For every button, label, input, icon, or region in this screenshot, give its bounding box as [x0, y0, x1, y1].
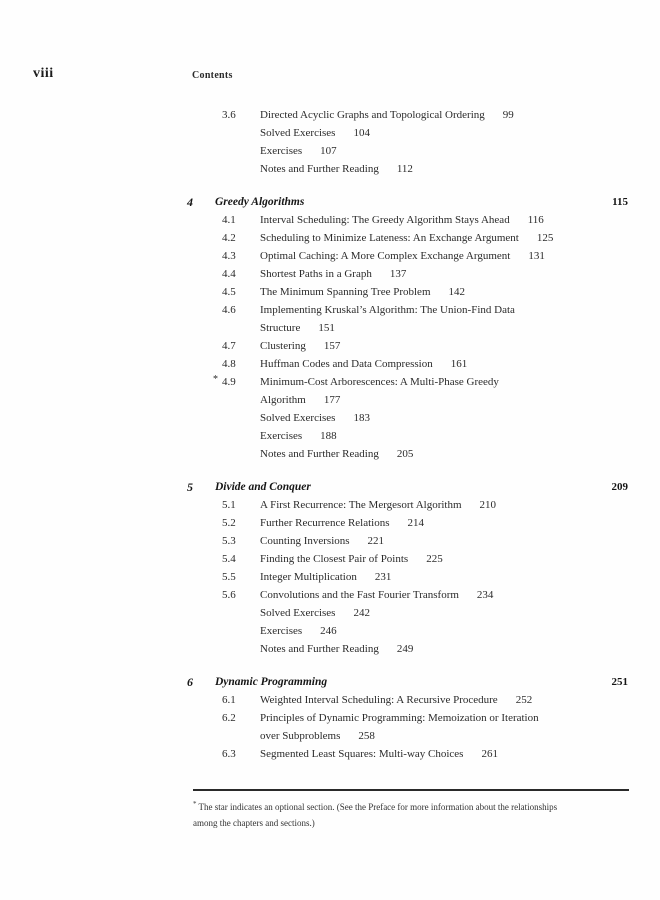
section-title: over Subproblems: [260, 730, 341, 742]
toc-item-body: [260, 355, 628, 373]
toc-item: [222, 445, 628, 463]
toc-item-line: [260, 604, 628, 622]
section-number: 4.3: [222, 250, 236, 262]
toc-item-line: [260, 409, 628, 427]
section-page-number: 131: [528, 250, 545, 262]
section-number: [222, 604, 260, 622]
section-page-number: 231: [374, 571, 392, 583]
toc-item: [222, 229, 628, 247]
toc-item-line: [260, 622, 628, 640]
section-title: Solved Exercises: [260, 412, 336, 424]
toc-item-body: [260, 142, 628, 160]
section-number: 4.5: [222, 286, 236, 298]
section-title: Exercises: [260, 625, 303, 637]
toc-item-line: [260, 301, 628, 319]
section-title: Interval Scheduling: The Greedy Algorithm Stays Ahead: [260, 214, 510, 226]
section-number: [222, 445, 260, 463]
section-page-number: 242: [353, 607, 370, 619]
toc-item: [222, 247, 628, 265]
section-page-number: 261: [481, 748, 498, 760]
footnote-star-marker: *: [193, 800, 197, 808]
section-number: [222, 160, 260, 178]
toc-item: [222, 496, 628, 514]
toc-item: [222, 709, 628, 745]
section-page-number: 225: [426, 553, 443, 565]
toc-item-body: [260, 211, 628, 229]
toc-item-line: [260, 550, 628, 568]
toc-item-body: [260, 604, 628, 622]
toc-content: [187, 106, 628, 763]
toc-item-body: [260, 568, 628, 586]
toc-item-line: [260, 391, 628, 409]
section-page-number: 112: [396, 163, 413, 175]
section-page-number: 214: [407, 517, 425, 529]
toc-item-body: [260, 283, 628, 301]
section-page-number: 188: [320, 430, 337, 442]
section-title: The Minimum Spanning Tree Problem: [260, 286, 431, 298]
chapter-title: Dynamic Programming: [215, 676, 328, 688]
toc-item-line: [260, 211, 628, 229]
toc-item-body: [260, 247, 628, 265]
toc-item: [222, 124, 628, 142]
chapter-page-number: 251: [611, 676, 628, 688]
page-folio: viii: [33, 66, 54, 81]
toc-item: [222, 691, 628, 709]
toc-item-line: [260, 427, 628, 445]
toc-item-line: [260, 142, 628, 160]
toc-item: [222, 283, 628, 301]
section-page-number: 157: [323, 340, 341, 352]
section-number: [222, 142, 260, 160]
toc-item-body: [260, 745, 628, 763]
chapter-block: [187, 106, 628, 178]
toc-item-body: [260, 427, 628, 445]
toc-item: [222, 427, 628, 445]
toc-item: [222, 622, 628, 640]
toc-item-body: [260, 265, 628, 283]
chapter-block: [187, 673, 628, 763]
toc-item: [222, 532, 628, 550]
chapter-title: Divide and Conquer: [215, 481, 311, 493]
section-title: Optimal Caching: A More Complex Exchange Argument: [260, 250, 511, 262]
toc-item: [222, 604, 628, 622]
toc-item-body: [260, 691, 628, 709]
section-page-number: 104: [353, 127, 370, 139]
toc-item-line: [260, 727, 628, 745]
toc-item-line: [260, 445, 628, 463]
section-page-number: 205: [396, 448, 414, 460]
toc-item-line: [260, 160, 628, 178]
section-page-number: 258: [358, 730, 375, 742]
toc-item-line: [260, 229, 628, 247]
section-title: Scheduling to Minimize Lateness: An Exchange Argument: [260, 232, 519, 244]
toc-item-body: [260, 160, 628, 178]
section-title: Finding the Closest Pair of Points: [260, 553, 409, 565]
section-title: Solved Exercises: [260, 127, 336, 139]
chapter-page-number: 115: [612, 196, 628, 208]
chapter-number: 6: [187, 675, 193, 689]
chapter-heading: [187, 673, 628, 691]
section-number: 4.4: [222, 268, 236, 280]
section-number: 6.3: [222, 748, 236, 760]
section-title: Directed Acyclic Graphs and Topological Ordering: [260, 109, 485, 121]
toc-item-line: [260, 106, 628, 124]
toc-item: [222, 745, 628, 763]
section-page-number: 99: [502, 109, 514, 121]
section-title: Exercises: [260, 145, 303, 157]
section-number: 4.2: [222, 232, 236, 244]
toc-item-line: [260, 640, 628, 658]
section-number: [222, 409, 260, 427]
section-title: Minimum-Cost Arborescences: A Multi-Phase Greedy: [260, 376, 499, 388]
section-number: 5.5: [222, 571, 236, 583]
section-page-number: 221: [367, 535, 385, 547]
section-title: Algorithm: [260, 394, 306, 406]
chapter-block: [187, 478, 628, 658]
section-page-number: 177: [323, 394, 341, 406]
toc-item-body: [260, 373, 628, 409]
toc-item-line: [260, 709, 628, 727]
toc-item: [222, 550, 628, 568]
toc-item: [222, 640, 628, 658]
toc-item-body: [260, 445, 628, 463]
toc-item: [222, 409, 628, 427]
section-page-number: 151: [318, 322, 335, 334]
section-page-number: 183: [353, 412, 370, 424]
section-title: Structure: [260, 322, 301, 334]
section-title: Further Recurrence Relations: [260, 517, 390, 529]
running-head: Contents: [192, 70, 233, 81]
toc-item-line: [260, 691, 628, 709]
toc-item: [222, 568, 628, 586]
toc-item-body: [260, 709, 628, 745]
chapter-number: 4: [187, 195, 193, 209]
section-title: Clustering: [260, 340, 306, 352]
toc-item-body: [260, 532, 628, 550]
section-number: * 4.9: [222, 373, 260, 409]
footnote-text-1: The star indicates an optional section. (See the Preface for more information about the relationships: [198, 802, 558, 812]
section-page-number: 116: [527, 214, 544, 226]
toc-item-line: [260, 355, 628, 373]
toc-item: [222, 301, 628, 337]
section-title: Integer Multiplication: [260, 571, 357, 583]
section-page-number: 161: [450, 358, 468, 370]
section-number: 4.7: [222, 340, 236, 352]
toc-item: [222, 142, 628, 160]
toc-item-line: [260, 265, 628, 283]
section-page-number: 107: [320, 145, 337, 157]
section-title: Principles of Dynamic Programming: Memoization or Iteration: [260, 712, 539, 724]
section-title: Convolutions and the Fast Fourier Transform: [260, 589, 459, 601]
section-number: 5.6: [222, 589, 236, 601]
optional-section-star: *: [213, 374, 218, 385]
toc-item: [222, 355, 628, 373]
section-page-number: 249: [396, 643, 414, 655]
section-page-number: 125: [536, 232, 554, 244]
toc-item-body: [260, 640, 628, 658]
chapter-heading: [187, 478, 628, 496]
toc-item-line: [260, 514, 628, 532]
toc-item-body: [260, 496, 628, 514]
section-title: Huffman Codes and Data Compression: [260, 358, 433, 370]
section-number: 5.4: [222, 553, 236, 565]
toc-item-body: [260, 586, 628, 604]
section-page-number: 252: [515, 694, 533, 706]
section-number: 5.2: [222, 517, 236, 529]
toc-item-body: [260, 106, 628, 124]
toc-item: [222, 106, 628, 124]
toc-item-body: [260, 550, 628, 568]
section-title: A First Recurrence: The Mergesort Algorithm: [260, 499, 462, 511]
section-number: 4.8: [222, 358, 236, 370]
section-number: 3.6: [222, 109, 236, 121]
chapter-block: [187, 193, 628, 463]
toc-item-body: [260, 124, 628, 142]
section-title: Shortest Paths in a Graph: [260, 268, 372, 280]
toc-item-line: [260, 496, 628, 514]
section-number: 5.1: [222, 499, 236, 511]
toc-item: [213, 373, 628, 409]
chapter-page-number: 209: [611, 481, 628, 493]
toc-item-body: [260, 301, 628, 337]
toc-item-line: [260, 124, 628, 142]
toc-item-body: [260, 229, 628, 247]
toc-item: [222, 211, 628, 229]
section-title: Counting Inversions: [260, 535, 350, 547]
toc-item-line: [260, 283, 628, 301]
section-number: 4.1: [222, 214, 236, 226]
section-page-number: 246: [320, 625, 337, 637]
section-number: 4.6: [222, 304, 236, 316]
section-title: Notes and Further Reading: [260, 448, 379, 460]
toc-item-line: [260, 337, 628, 355]
toc-item-line: [260, 247, 628, 265]
toc-item-line: [260, 745, 628, 763]
chapter-title: Greedy Algorithms: [215, 196, 305, 208]
toc-item-line: [260, 586, 628, 604]
toc-item-line: [260, 568, 628, 586]
section-title: Notes and Further Reading: [260, 643, 379, 655]
toc-item-body: [260, 409, 628, 427]
toc-item: [222, 586, 628, 604]
section-title: Solved Exercises: [260, 607, 336, 619]
section-page-number: 137: [389, 268, 407, 280]
section-number: 6.2: [222, 712, 236, 724]
toc-item-line: [260, 319, 628, 337]
footnote-line-2: among the chapters and sections.): [193, 818, 315, 828]
toc-item-line: [260, 532, 628, 550]
section-number: [222, 640, 260, 658]
section-title: Exercises: [260, 430, 303, 442]
footnote-line-1: [193, 796, 629, 815]
section-number: [222, 622, 260, 640]
section-title: Segmented Least Squares: Multi-way Choices: [260, 748, 464, 760]
section-number: [222, 427, 260, 445]
section-page-number: 142: [448, 286, 465, 298]
toc-item: [222, 514, 628, 532]
toc-item: [222, 265, 628, 283]
section-title: Implementing Kruskal’s Algorithm: The Union-Find Data: [260, 304, 515, 316]
section-number: 5.3: [222, 535, 236, 547]
footnote: [193, 789, 629, 831]
toc-item: [222, 160, 628, 178]
section-title: Weighted Interval Scheduling: A Recursive Procedure: [260, 694, 498, 706]
section-title: Notes and Further Reading: [260, 163, 379, 175]
section-page-number: 210: [479, 499, 497, 511]
toc-item-line: [260, 373, 628, 391]
toc-item-body: [260, 622, 628, 640]
section-number: 6.1: [222, 694, 236, 706]
toc-item-body: [260, 514, 628, 532]
section-number: [222, 124, 260, 142]
toc-item: [222, 337, 628, 355]
chapter-heading: [187, 193, 628, 211]
chapter-number: 5: [187, 480, 193, 494]
toc-item-body: [260, 337, 628, 355]
section-page-number: 234: [476, 589, 494, 601]
